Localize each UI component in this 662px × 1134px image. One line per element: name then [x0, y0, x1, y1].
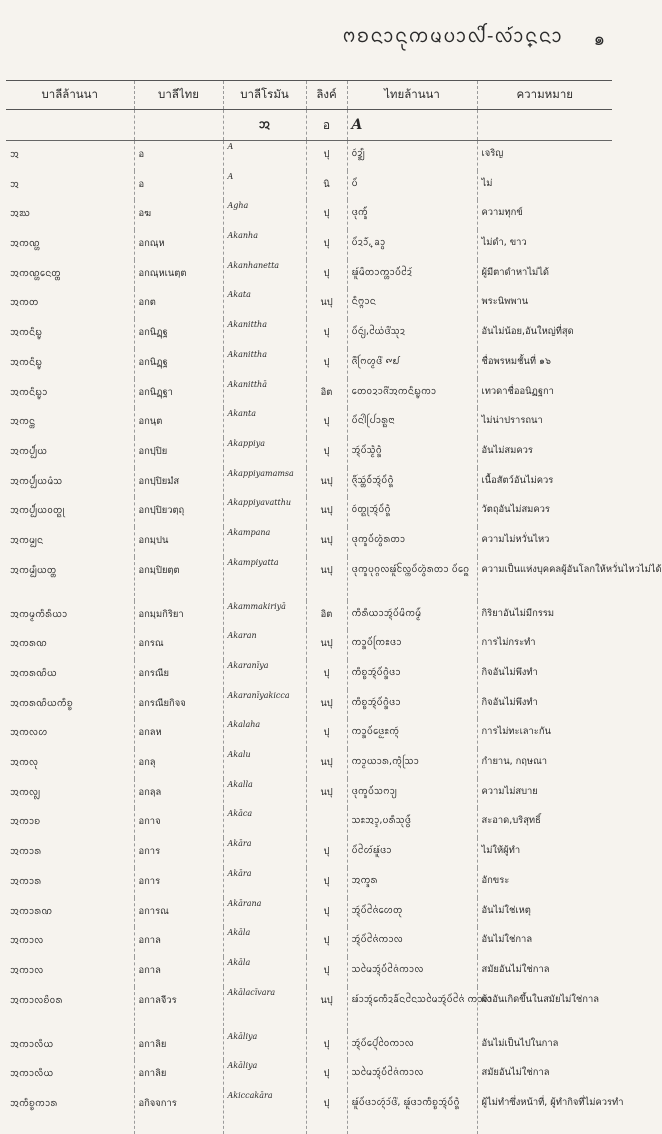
cell-thai-lanna: ᨠᩥᨧ᩠ᨧᩋᩢ᩠ᨶᨷᩴ᩵ᨣᩫ᩠ᩁᨴᩣ — [347, 690, 477, 720]
cell-pali-lanna: ᩋᨠᩃᩉ — [10, 727, 48, 739]
cell-gender: อิต — [306, 601, 347, 631]
cell-thai-lanna: ᨴᩩᨠ᩠ᨡᨷᩴ᩵ᩈᨻᩣ᩠ᨿ — [347, 779, 477, 809]
cell-thai-lanna: ᨠᩣ᩠ᨾᨿᩣᩁ,ᨠᩫ᩠ᨶᩈᩕᩣ — [347, 749, 477, 779]
cell-pali-lanna: ᩋ — [10, 149, 19, 160]
cell-thai-lanna: ᨷᩴ᩵ᩉᩲ᩶ᨹᩪ᩶ᨴᩣ — [347, 838, 477, 868]
cell-thai-lanna: ᨠᩥᩁᩥᨿᩣᩋᩢ᩠ᨶᨷᩴ᩵ᨾᩦᨠᨾ᩠ᨾ᩼ — [347, 601, 477, 631]
table-row — [6, 260, 612, 290]
cell-thai-lanna: ᨴᩩᨠ᩠ᨡᨷᩩᨣ᩠ᨣᩃᨹᩪ᩶ᩃᩰ᩠ᨠᨷᩴ᩵ᩉ᩠ᩅᩢ᩵ᩁᨲᩣ ᨷᩴ᩵ᨣᩮ᩠ᨦ — [347, 557, 477, 601]
cell-meaning: ความไม่หวั่นไหว — [477, 527, 612, 557]
cell-pali-thai: อกลุ — [134, 749, 223, 779]
table-row — [6, 1060, 612, 1090]
cell-gender: ปุ — [306, 660, 347, 690]
cell-thai-lanna: ᨷᩴ᩵ᨯᩣ᩠᩶ᩴ, ᨡᩣ᩠ᩅ — [347, 230, 477, 260]
cell-thai-lanna: ᩋᩢ᩠ᨶᨷᩴ᩵ᨩᩲ᩵ᩉᩮᨲᩩ — [347, 898, 477, 928]
cell-pali-thai: อกรณ — [134, 630, 223, 660]
section-letter-lanna: ᩋ — [223, 110, 306, 141]
cell-pali-roman: Akāra — [223, 838, 306, 868]
cell-pali-lanna: ᩋᨠᩣᩃ — [10, 964, 44, 976]
cell-gender: ปุ — [306, 319, 347, 349]
cell-pali-thai: อกาลิย — [134, 1060, 223, 1090]
cell-gender: นปุ — [306, 749, 347, 779]
cell-pali-roman: A — [223, 141, 306, 171]
cell-meaning: ผู้ไม่ทำซึ่งหน้าที่, ผู้ทำกิจที่ไม่ควรทำ — [477, 1090, 612, 1134]
table-row — [6, 1031, 612, 1061]
cell-pali-roman: Akata — [223, 289, 306, 319]
cell-pali-thai: อกนฺต — [134, 408, 223, 438]
cell-thai-lanna: ᨹᩪ᩶ᨾᩦᨲᩣᨠ᩠ᩉᩣᨷᩴ᩵ᨯᩲ᩶ — [347, 260, 477, 290]
cell-gender: ปุ — [306, 1090, 347, 1134]
cell-thai-lanna: ᨶᩥᨻ᩠ᨻᩣᨶ — [347, 289, 477, 319]
cell-pali-lanna: ᩋᨥ — [10, 208, 30, 220]
cell-gender: นปุ — [306, 690, 347, 720]
cell-pali-lanna: ᩋᨠᨸ᩠ᨸᩥᨿᩅᨲ᩠ᨳᩩ — [10, 505, 65, 517]
section-letter-roman: A — [347, 110, 477, 141]
table-row — [6, 438, 612, 468]
table-row — [6, 171, 612, 201]
cell-thai-lanna: ᩅᩢᨯ᩠ᨰᩥ — [347, 141, 477, 171]
cell-pali-roman: Akālacīvara — [223, 987, 306, 1031]
cell-pali-roman: Akappiyamamsa — [223, 468, 306, 498]
cell-pali-lanna: ᩋᨠᩣᩃᨧᩦᩅᩁ — [10, 994, 63, 1006]
cell-pali-thai: อกมฺปิยตฺต — [134, 557, 223, 601]
cell-pali-roman: Akappiyavatthu — [223, 497, 306, 527]
cell-pali-roman: Akappiya — [223, 438, 306, 468]
cell-gender: อิต — [306, 379, 347, 409]
cell-meaning: ความเป็นแห่งบุคคลผู้อันโลกให้หวั่นไหวไม่ได้ — [477, 557, 612, 601]
page-header — [0, 8, 625, 58]
cell-pali-roman: Agha — [223, 200, 306, 230]
table-row — [6, 379, 612, 409]
cell-thai-lanna: ᨹᩪ᩶ᨷᩴ᩵ᨴᩣᩉ᩠ᨶᩢᩣ᩶ᨴᩦ᩵, ᨹᩪ᩶ᨴᩣᨠᩥᨧ᩠ᨧᩋᩢ᩠ᨶᨷᩴ᩵ᨣᩫ᩠ᩁ — [347, 1090, 477, 1134]
cell-gender: ปุ — [306, 1031, 347, 1061]
cell-thai-lanna: ᨴᩩᨠ᩠ᨡᨷᩴ᩵ᩉ᩠ᩅᩢ᩵ᩁᨲᩣ — [347, 527, 477, 557]
cell-pali-roman: Akanitthā — [223, 379, 306, 409]
cell-meaning: อักขระ — [477, 868, 612, 898]
cell-gender: ปุ — [306, 898, 347, 928]
cell-gender: ปุ — [306, 719, 347, 749]
cell-pali-lanna: ᩋ — [10, 178, 19, 190]
cell-gender: ปุ — [306, 1060, 347, 1090]
cell-pali-lanna: ᩋᨠᩁᨱ — [10, 638, 47, 650]
cell-gender: นปุ — [306, 779, 347, 809]
cell-thai-lanna: ᩋᩢ᩠ᨶᨷᩴ᩵ᩈᩫ᩠ᨾᨣᩫ᩠ᩁ — [347, 438, 477, 468]
table-row — [6, 690, 612, 720]
cell-pali-roman: Akiccakāra — [223, 1090, 306, 1134]
cell-meaning: อันไม่ใช่เหตุ — [477, 898, 612, 928]
cell-gender: ปุ — [306, 349, 347, 379]
cell-gender: ปุ — [306, 230, 347, 260]
cell-pali-thai: อกนิฏฺฐ — [134, 319, 223, 349]
cell-meaning: ไม่ — [477, 171, 612, 201]
cell-pali-lanna: ᩋᨠᨸ᩠ᨸᩥᨿ — [10, 445, 48, 457]
column-header-meaning: ความหมาย — [477, 81, 612, 110]
cell-pali-roman: Akampana — [223, 527, 306, 557]
cell-pali-thai: อกปฺปิย — [134, 438, 223, 468]
cell-pali-thai: อกลฺล — [134, 779, 223, 809]
cell-pali-roman: Akāliya — [223, 1060, 306, 1090]
cell-pali-lanna: ᩋᨠᨱ᩠ᩉᨶᩮᨲ᩠ᨲ — [10, 267, 61, 279]
cell-pali-lanna: ᩋᨠᨾ᩠ᨸᩥᨿᨲ᩠ᨲ — [10, 564, 57, 576]
cell-thai-lanna: ᨲᩮᩅᨯᩣᨩᩨ᩵ᩋᨠᨶᩥᨭ᩠ᨮᨠᩣ — [347, 379, 477, 409]
column-header-pali-lanna: บาลีล้านนา — [6, 81, 134, 110]
cell-pali-roman: Akalaha — [223, 719, 306, 749]
table-row — [6, 987, 612, 1031]
cell-pali-lanna: ᩋᨠᨱ᩠ᩉ — [10, 238, 40, 250]
cell-pali-lanna: ᩋᨠᩣᩃᩥᨿ — [10, 1068, 54, 1080]
cell-meaning: อันไม่น้อย,อันใหญ่ที่สุด — [477, 319, 612, 349]
cell-meaning: สมัยอันไม่ใช่กาล — [477, 1060, 612, 1090]
cell-pali-roman: Akaran — [223, 630, 306, 660]
table-row — [6, 200, 612, 230]
dictionary-entries — [6, 141, 662, 1134]
cell-pali-lanna: ᩋᨠᩃᩩ — [10, 757, 39, 769]
cell-thai-lanna: ᨩᩨ᩵ᨻᩕᩉ᩠ᨾᨴᩦ᩵ ᪑᪖ — [347, 349, 477, 379]
cell-pali-roman: Akalu — [223, 749, 306, 779]
cell-pali-roman: Akaranīya — [223, 660, 306, 690]
cell-pali-thai: อกณฺห — [134, 230, 223, 260]
cell-thai-lanna: ᨠᩣ᩠ᩁᨷᩴ᩵ᨴᩮᩬᩡᨠᩢ᩠ᨶ — [347, 719, 477, 749]
cell-meaning: ความทุกข์ — [477, 200, 612, 230]
table-row — [6, 749, 612, 779]
cell-pali-thai: อ — [134, 141, 223, 171]
table-row — [6, 557, 612, 601]
cell-gender: นปุ — [306, 987, 347, 1031]
column-header-gender: ลิงค์ — [306, 81, 347, 110]
cell-pali-lanna: ᩋᨠᨾ᩠ᨾᨠᩥᩁᩥᨿᩣ — [10, 608, 68, 620]
cell-pali-lanna: ᩋᨠᩣᨧ — [10, 816, 41, 828]
cell-gender: นิ — [306, 171, 347, 201]
cell-thai-lanna: ᨠᩣ᩠ᩁᨷᩴ᩵ᨠᩕᩡᨴᩣ — [347, 630, 477, 660]
table-row — [6, 927, 612, 957]
cell-thai-lanna: ᨴᩩᨠ᩠ᨡ᩼ — [347, 200, 477, 230]
cell-pali-lanna: ᩋᨠᨾ᩠ᨸᨶ — [10, 534, 44, 546]
cell-thai-lanna: ᩈᨾᩱᩋᩢ᩠ᨶᨷᩴ᩵ᨩᩲ᩵ᨠᩣᩃ — [347, 957, 477, 987]
cell-pali-lanna: ᩋᨠᨶᩥᨭ᩠ᨮ — [10, 356, 43, 368]
cell-pali-roman: Akanha — [223, 230, 306, 260]
cell-meaning: การไม่ทะเลาะกัน — [477, 719, 612, 749]
cell-pali-roman: Akanta — [223, 408, 306, 438]
cell-pali-lanna: ᩋᨠᩣᩃ — [10, 935, 44, 947]
table-row — [6, 779, 612, 809]
running-header-title: ᨻᨧᨶᩣᨶᩩᨠᨾᨷᩣᩓᩦ-ᩃ᩶ᩣ᩠ᨶᨶᩣ — [342, 25, 563, 47]
cell-gender — [306, 808, 347, 838]
cell-pali-lanna: ᩋᨠᩥᨧ᩠ᨧᨠᩣᩁ — [10, 1097, 58, 1109]
cell-meaning: วัตถุอันไม่สมควร — [477, 497, 612, 527]
dictionary-table — [6, 80, 662, 1134]
cell-thai-lanna: ᩈᨾᩱᩋᩢ᩠ᨶᨷᩴ᩵ᨩᩲ᩵ᨠᩣᩃ — [347, 1060, 477, 1090]
section-letter-row — [6, 110, 612, 141]
cell-pali-thai: อกมฺปน — [134, 527, 223, 557]
table-row — [6, 319, 612, 349]
cell-pali-roman: Akārana — [223, 898, 306, 928]
cell-pali-thai: อการ — [134, 838, 223, 868]
cell-pali-lanna: ᩋᨠᩁᨱᩦᨿᨠᩥᨧ᩠ᨧ — [10, 697, 73, 709]
cell-pali-lanna: ᩋᨠᩣᩁᨱ — [10, 905, 53, 917]
cell-pali-lanna: ᩋᨠᩃ᩠ᩃ — [10, 786, 41, 798]
cell-pali-thai: อการ — [134, 868, 223, 898]
cell-meaning: สมัยอันไม่ใช่กาล — [477, 957, 612, 987]
cell-pali-thai: อกปฺปิยมํส — [134, 468, 223, 498]
cell-meaning: กำยาน, กฤษณา — [477, 749, 612, 779]
cell-gender: นปุ — [306, 557, 347, 601]
cell-gender: ปุ — [306, 927, 347, 957]
cell-thai-lanna: ᩋᩢ᩠ᨶᨷᩴ᩵ᨩᩲ᩵ᨠᩣᩃ — [347, 927, 477, 957]
cell-gender: ปุ — [306, 141, 347, 171]
table-row — [6, 898, 612, 928]
cell-pali-roman: A — [223, 171, 306, 201]
cell-thai-lanna: ᨹ᩶ᩣᩋᩢ᩠ᨶᨠᩮᩥᨯᨡᩧ᩶ᨶᨶᩲᩈᨾᩱᩋᩢ᩠ᨶᨷᩴ᩵ᨩᩲ᩵ ᨠᩣᩃ — [347, 987, 477, 1031]
column-header-pali-roman: บาลีโรมัน — [223, 81, 306, 110]
cell-meaning: ไม่ให้ผู้ทำ — [477, 838, 612, 868]
cell-meaning: สะอาด,บริสุทธิ์ — [477, 808, 612, 838]
table-row — [6, 601, 612, 631]
cell-meaning: ผ้าอันเกิดขึ้นในสมัยไม่ใช่กาล — [477, 987, 612, 1031]
cell-meaning: เจริญ — [477, 141, 612, 171]
cell-gender: ปุ — [306, 868, 347, 898]
cell-pali-lanna: ᩋᨠᨲ — [10, 297, 39, 309]
cell-gender: นปุ — [306, 630, 347, 660]
cell-pali-roman: Akanhanetta — [223, 260, 306, 290]
cell-meaning: กิจอันไม่พึงทำ — [477, 660, 612, 690]
cell-pali-thai: อกาล — [134, 957, 223, 987]
cell-pali-thai: อกรณีย — [134, 660, 223, 690]
cell-gender: ปุ — [306, 838, 347, 868]
cell-thai-lanna: ᨷᩴ᩵ᨶᩤ᩵ᨸᩕᩣᩁ᩠ᨳᨶᩣ — [347, 408, 477, 438]
cell-gender: ปุ — [306, 200, 347, 230]
cell-pali-thai: อการณ — [134, 898, 223, 928]
cell-meaning: การไม่กระทำ — [477, 630, 612, 660]
cell-pali-roman: Akaranīyakicca — [223, 690, 306, 720]
cell-meaning: ผู้มีตาดำหาไม่ได้ — [477, 260, 612, 290]
table-row — [6, 808, 612, 838]
cell-pali-lanna: ᩋᨠᨸ᩠ᨸᩥᨿᨾᩴᩈ — [10, 475, 63, 487]
cell-thai-lanna: ᩋᩢ᩠ᨶᨷᩴ᩵ᨸᩮᩢ᩠ᨶᩅᩱᨠᩣᩃ — [347, 1031, 477, 1061]
cell-pali-lanna: ᩋᨠᨶᩥᨭ᩠ᨮ — [10, 327, 43, 339]
cell-pali-roman: Akalla — [223, 779, 306, 809]
cell-pali-thai: อกณฺหเนตฺต — [134, 260, 223, 290]
cell-thai-lanna: ᨠᩥᨧ᩠ᨧᩋᩢ᩠ᨶᨷᩴ᩵ᨣᩫ᩠ᩁᨴᩣ — [347, 660, 477, 690]
cell-pali-roman: Akāca — [223, 808, 306, 838]
cell-meaning: ชื่อพรหมชั้นที่ ๑๖ — [477, 349, 612, 379]
page-number: ๑ — [593, 29, 605, 50]
cell-thai-lanna: ᨩᩥ᩠᩶ᨶᩈᩢ᩠ᨲᩅ᩼ᩋᩢ᩠ᨶᨷᩴ᩵ᨣᩫ᩠ᩁ — [347, 468, 477, 498]
cell-pali-thai: อกาล — [134, 927, 223, 957]
cell-pali-roman: Akanittha — [223, 349, 306, 379]
table-row — [6, 349, 612, 379]
cell-pali-thai: อกาลิย — [134, 1031, 223, 1061]
cell-pali-thai: อกมฺมกิริยา — [134, 601, 223, 631]
cell-pali-roman: Akāla — [223, 957, 306, 987]
cell-gender: นปุ — [306, 468, 347, 498]
cell-pali-lanna: ᩋᨠᩣᩁ — [10, 846, 42, 858]
cell-gender: ปุ — [306, 438, 347, 468]
cell-meaning: อันไม่เป็นไปในกาล — [477, 1031, 612, 1061]
cell-gender: ปุ — [306, 957, 347, 987]
cell-thai-lanna: ᩈᩡᩋᩣ᩠ᨯ,ᨷᩁᩥᩈᩩᨴ᩠ᨵ᩼ — [347, 808, 477, 838]
column-header-pali-thai: บาลีไทย — [134, 81, 223, 110]
cell-pali-thai: อกิจจการ — [134, 1090, 223, 1134]
cell-meaning: อันไม่สมควร — [477, 438, 612, 468]
table-row — [6, 468, 612, 498]
table-row — [6, 289, 612, 319]
cell-pali-roman: Akāra — [223, 868, 306, 898]
cell-pali-thai: อกต — [134, 289, 223, 319]
cell-meaning: อันไม่ใช่กาล — [477, 927, 612, 957]
table-row — [6, 660, 612, 690]
table-row — [6, 957, 612, 987]
cell-pali-roman: Akampiyatta — [223, 557, 306, 601]
table-row — [6, 630, 612, 660]
table-row — [6, 408, 612, 438]
column-header-row — [6, 81, 612, 110]
cell-pali-lanna: ᩋᨠᩣᩃᩥᨿ — [10, 1038, 54, 1050]
cell-gender: ปุ — [306, 408, 347, 438]
table-row — [6, 719, 612, 749]
cell-gender: ปุ — [306, 260, 347, 290]
cell-pali-thai: อ — [134, 171, 223, 201]
cell-pali-lanna: ᩋᨠᨶ᩠ᨲ — [10, 416, 36, 428]
cell-pali-roman: Akammakiriyā — [223, 601, 306, 631]
cell-thai-lanna: ᩋᨠ᩠ᨡᩁ — [347, 868, 477, 898]
cell-meaning: พระนิพพาน — [477, 289, 612, 319]
table-row — [6, 230, 612, 260]
cell-thai-lanna: ᩅᩢᨲ᩠ᨳᩩᩋᩢ᩠ᨶᨷᩴ᩵ᨣᩫ᩠ᩁ — [347, 497, 477, 527]
table-row — [6, 141, 612, 171]
cell-pali-lanna: ᩋᨠᩁᨱᩦᨿ — [10, 668, 57, 679]
cell-meaning: เทวดาชื่ออนิฏฐกา — [477, 379, 612, 409]
cell-thai-lanna: ᨷᩴ᩵ᨶᩢ᩠ᨿ,ᨿᩲ᩵ᨴᩦ᩵ᩈᩩᨯ — [347, 319, 477, 349]
table-row — [6, 497, 612, 527]
cell-pali-lanna: ᩋᨠᩣᩁ — [10, 875, 42, 887]
cell-pali-roman: Akanittha — [223, 319, 306, 349]
cell-pali-roman: Akāla — [223, 927, 306, 957]
table-row — [6, 527, 612, 557]
section-letter-thai: อ — [306, 110, 347, 141]
table-row — [6, 868, 612, 898]
cell-pali-thai: อกรณียกิจจ — [134, 690, 223, 720]
cell-meaning: กิริยาอันไม่มีกรรม — [477, 601, 612, 631]
cell-pali-roman: Akāliya — [223, 1031, 306, 1061]
cell-meaning: เนื้อสัตว์อันไม่ควร — [477, 468, 612, 498]
cell-gender: นปุ — [306, 497, 347, 527]
cell-pali-thai: อกนิฏฺฐ — [134, 349, 223, 379]
cell-meaning: ไม่น่าปรารถนา — [477, 408, 612, 438]
cell-pali-thai: อกาลจีวร — [134, 987, 223, 1031]
cell-pali-thai: อกลห — [134, 719, 223, 749]
cell-pali-thai: อกปฺปิยวตฺถุ — [134, 497, 223, 527]
cell-pali-thai: อกนิฏฺฐา — [134, 379, 223, 409]
cell-pali-lanna: ᩋᨠᨶᩥᨭ᩠ᨮᩣ — [10, 386, 48, 398]
cell-meaning: ความไม่สบาย — [477, 779, 612, 809]
cell-meaning: ไม่ดำ, ขาว — [477, 230, 612, 260]
cell-gender: นปุ — [306, 289, 347, 319]
table-row — [6, 1090, 612, 1134]
cell-pali-thai: อฆ — [134, 200, 223, 230]
table-row — [6, 838, 612, 868]
cell-thai-lanna: ᨷᩴ᩵ — [347, 171, 477, 201]
cell-pali-thai: อกาจ — [134, 808, 223, 838]
column-header-thai-lanna: ไทยล้านนา — [347, 81, 477, 110]
cell-gender: นปุ — [306, 527, 347, 557]
cell-meaning: กิจอันไม่พึงทำ — [477, 690, 612, 720]
